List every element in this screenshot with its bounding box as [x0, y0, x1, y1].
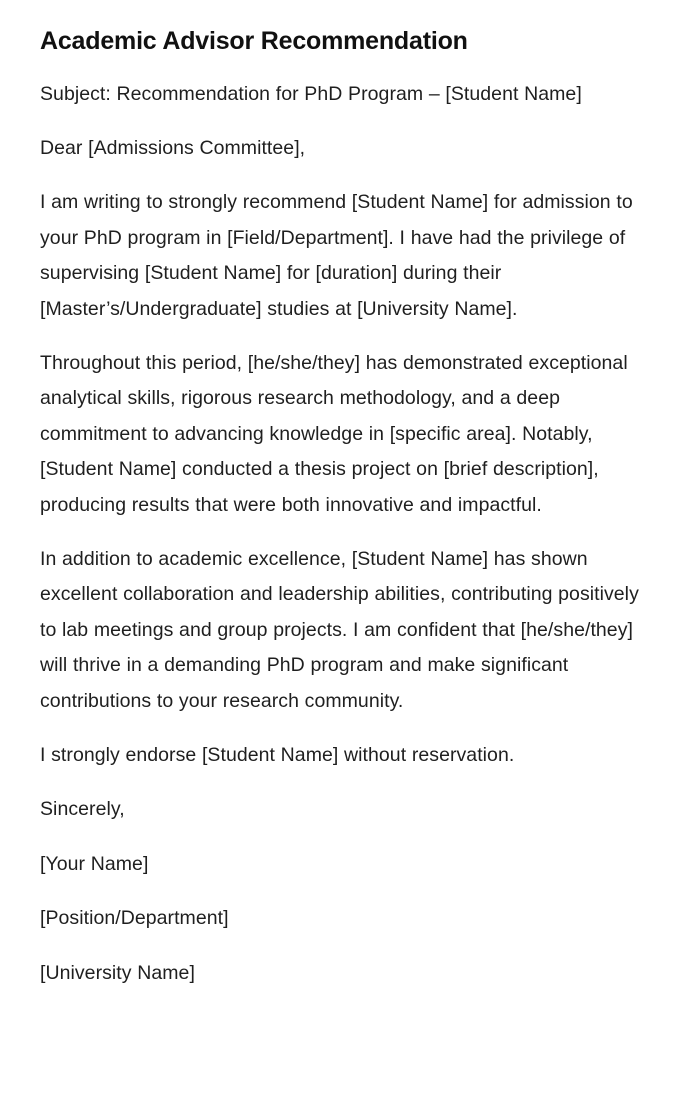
signature-university: [University Name] [40, 961, 195, 984]
collaboration-paragraph: In addition to academic excellence, [Student Name] has shown excellent collaboration and leadership abilities, contributing positively to lab meetings and group projects. I am confident that [he/she/they] will thrive in a demanding PhD program and make significant contributions to your research community. [40, 547, 639, 712]
subject-line: Subject: Recommendation for PhD Program – [Student Name] [40, 82, 582, 105]
page-title: Academic Advisor Recommendation [40, 27, 468, 55]
skills-paragraph: Throughout this period, [he/she/they] has demonstrated exceptional analytical skills, rigorous research methodology, and a deep commitment to advancing knowledge in [specific area]. Notably, [Student Name] conducted a thesis project on [brief description], producing results that were both innovative and impactful. [40, 351, 628, 516]
endorsement-paragraph: I strongly endorse [Student Name] without reservation. [40, 744, 515, 766]
closing-line: Sincerely, [40, 798, 125, 821]
signature-position: [Position/Department] [40, 907, 229, 930]
letter-body [40, 77, 640, 992]
salutation: Dear [Admissions Committee], [40, 136, 306, 159]
intro-paragraph: I am writing to strongly recommend [Student Name] for admission to your PhD program in [Field/Department]. I have had the privilege of supervising [Student Name] for [duration] during their [Master’s/Undergraduate] studies at [University Name]. [40, 191, 633, 320]
signature-name: [Your Name] [40, 852, 149, 875]
